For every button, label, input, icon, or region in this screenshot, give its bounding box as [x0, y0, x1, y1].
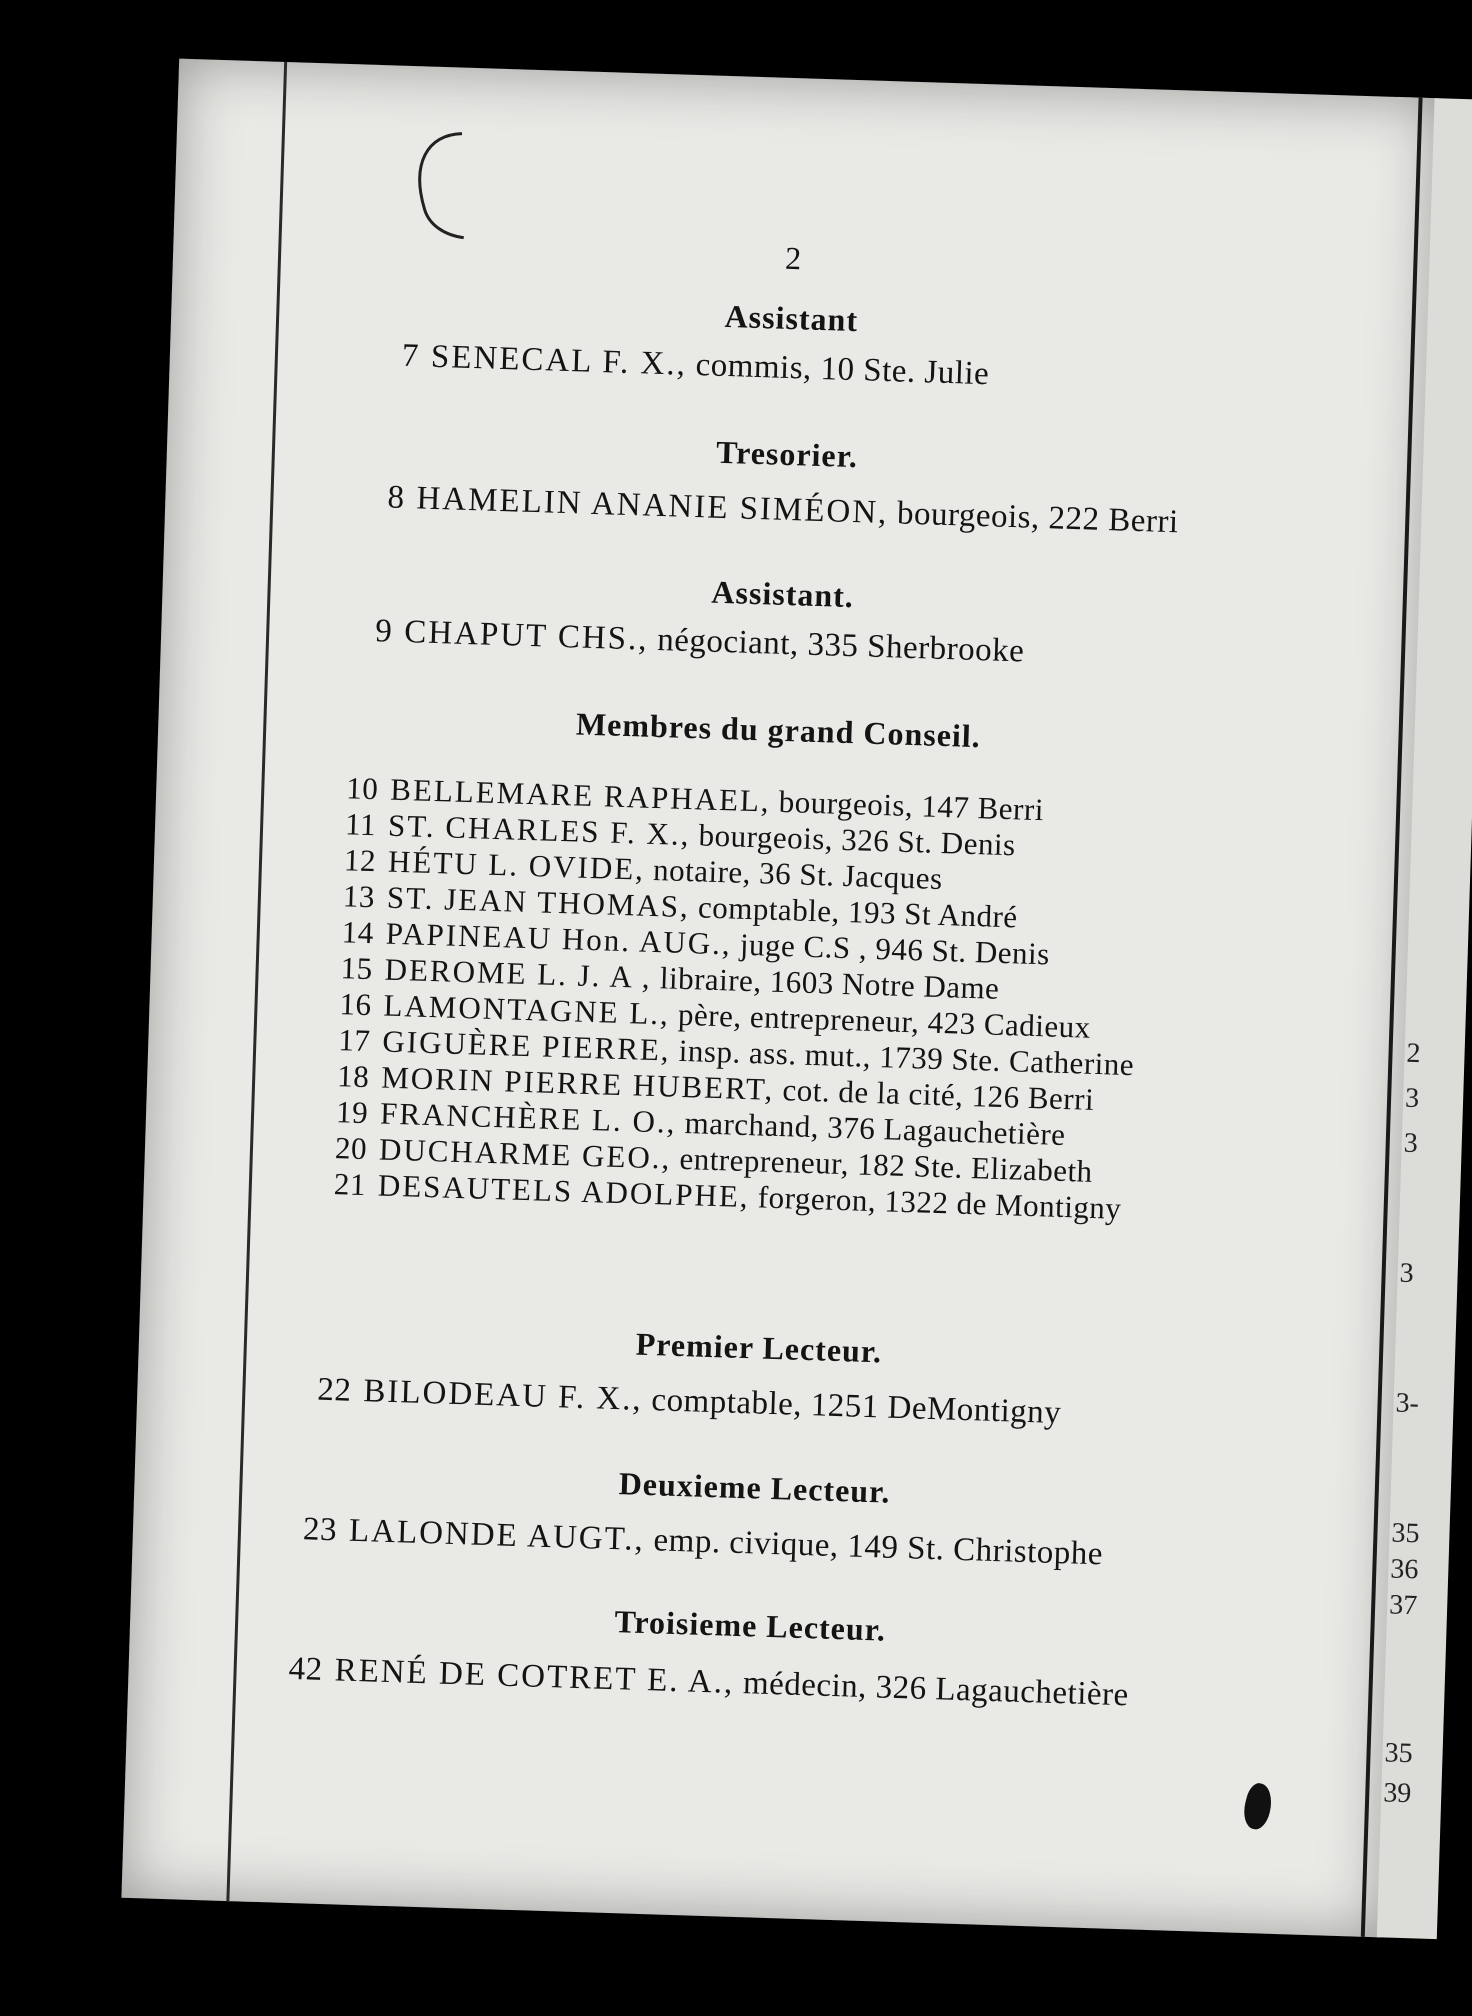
entry-number: 11: [344, 806, 377, 843]
entry-details: bourgeois, 222 Berri: [896, 495, 1180, 541]
page-number: 2: [784, 239, 802, 277]
entry-name: LALONDE AUGT.,: [348, 1512, 646, 1559]
entry-number: 42: [288, 1650, 324, 1688]
entry-number: 14: [341, 914, 375, 951]
members-list: [333, 770, 1142, 1227]
entry-details: cot. de la cité, 126 Berri: [782, 1072, 1095, 1117]
section-heading-assistant: Assistant: [724, 297, 859, 339]
list-entry: [387, 479, 1179, 541]
entry-details: négociant, 335 Sherbrooke: [656, 621, 1025, 670]
entry-number: 20: [334, 1130, 368, 1167]
entry-number: 18: [336, 1058, 370, 1095]
entry-name: GIGUÈRE PIERRE,: [381, 1023, 672, 1068]
entry-details: commis, 10 Ste. Julie: [695, 347, 990, 393]
entry-number: 12: [343, 842, 377, 879]
entry-details: marchand, 376 Lagauchetière: [684, 1105, 1067, 1153]
entry-name: ST. JEAN THOMAS,: [386, 879, 691, 925]
entry-details: bourgeois, 147 Berri: [778, 783, 1045, 828]
section-heading-tresorier: Tresorier.: [715, 433, 859, 475]
margin-fragment: 2: [1406, 1037, 1422, 1070]
entry-number: 10: [345, 770, 379, 807]
document-page: [121, 59, 1438, 1938]
entry-number: 8: [386, 479, 406, 516]
entry-name: FRANCHÈRE L. O.,: [379, 1095, 677, 1140]
margin-fragment: 3: [1399, 1257, 1415, 1290]
entry-details: entrepreneur, 182 Ste. Elizabeth: [678, 1140, 1094, 1189]
margin-fragment: 3-: [1395, 1387, 1420, 1420]
entry-name: DUCHARME GEO.,: [378, 1131, 672, 1176]
entry-details: forgeron, 1322 de Montigny: [757, 1179, 1122, 1226]
entry-name: DEROME L. J. A ,: [384, 951, 653, 995]
entry-name: CHAPUT CHS.,: [403, 614, 650, 658]
margin-fragment: 3: [1403, 1127, 1419, 1160]
entry-number: 19: [335, 1094, 369, 1131]
entry-details: bourgeois, 326 St. Denis: [698, 817, 1017, 863]
list-entry: [317, 1372, 1062, 1432]
entry-name: HAMELIN ANANIE SIMÉON,: [415, 480, 889, 532]
margin-fragment: 35: [1391, 1517, 1420, 1550]
entry-name: ST. CHARLES F. X.,: [387, 807, 692, 853]
entry-name: LAMONTAGNE L.,: [383, 987, 671, 1032]
entry-name: BELLEMARE RAPHAEL,: [389, 771, 772, 819]
section-heading-membres: Membres du grand Conseil.: [575, 705, 982, 755]
entry-details: comptable, 193 St André: [697, 889, 1019, 935]
entry-name: SENECAL F. X.,: [430, 338, 688, 383]
entry-details: emp. civique, 149 St. Christophe: [653, 1522, 1104, 1573]
entry-details: notaire, 36 St. Jacques: [652, 851, 944, 897]
entry-number: 7: [401, 337, 420, 375]
entry-number: 9: [374, 613, 393, 650]
entry-name: BILODEAU F. X.,: [362, 1373, 644, 1418]
entry-details: juge C.S , 946 St. Denis: [739, 926, 1051, 972]
entry-number: 16: [339, 986, 373, 1023]
list-entry: [375, 613, 1025, 670]
margin-fragment: 36: [1389, 1553, 1419, 1586]
entry-number: 13: [342, 878, 376, 915]
margin-fragment: 37: [1388, 1589, 1418, 1622]
section-heading-assistant-2: Assistant.: [710, 573, 855, 615]
entry-name: HÉTU L. OVIDE,: [387, 843, 646, 887]
entry-name: DESAUTELS ADOLPHE,: [377, 1167, 751, 1215]
section-heading-premier-lecteur: Premier Lecteur.: [635, 1325, 883, 1370]
margin-fragment: 35: [1384, 1737, 1414, 1770]
entry-name: PAPINEAU Hon. AUG.,: [385, 915, 733, 962]
entry-name: MORIN PIERRE HUBERT,: [380, 1059, 775, 1107]
margin-fragment: 3: [1404, 1082, 1420, 1115]
entry-number: 15: [340, 950, 374, 987]
entry-details: libraire, 1603 Notre Dame: [659, 960, 1000, 1006]
entry-details: insp. ass. mut., 1739 Ste. Catherine: [678, 1032, 1135, 1083]
list-entry: [288, 1651, 1129, 1714]
entry-number: 21: [333, 1166, 367, 1203]
entry-details: père, entrepreneur, 423 Cadieux: [677, 996, 1092, 1045]
entry-number: 22: [316, 1371, 353, 1409]
section-heading-deuxieme-lecteur: Deuxieme Lecteur.: [618, 1465, 891, 1510]
margin-fragment: 39: [1382, 1777, 1412, 1810]
entry-name: RENÉ DE COTRET E. A.,: [334, 1652, 735, 1701]
list-entry: [401, 338, 989, 393]
section-heading-troisieme-lecteur: Troisieme Lecteur.: [613, 1603, 887, 1648]
list-entry: [302, 1511, 1103, 1573]
entry-number: 17: [337, 1022, 372, 1059]
entry-details: comptable, 1251 DeMontigny: [650, 1382, 1062, 1432]
entry-number: 23: [302, 1511, 338, 1549]
entry-details: médecin, 326 Lagauchetière: [742, 1665, 1130, 1714]
